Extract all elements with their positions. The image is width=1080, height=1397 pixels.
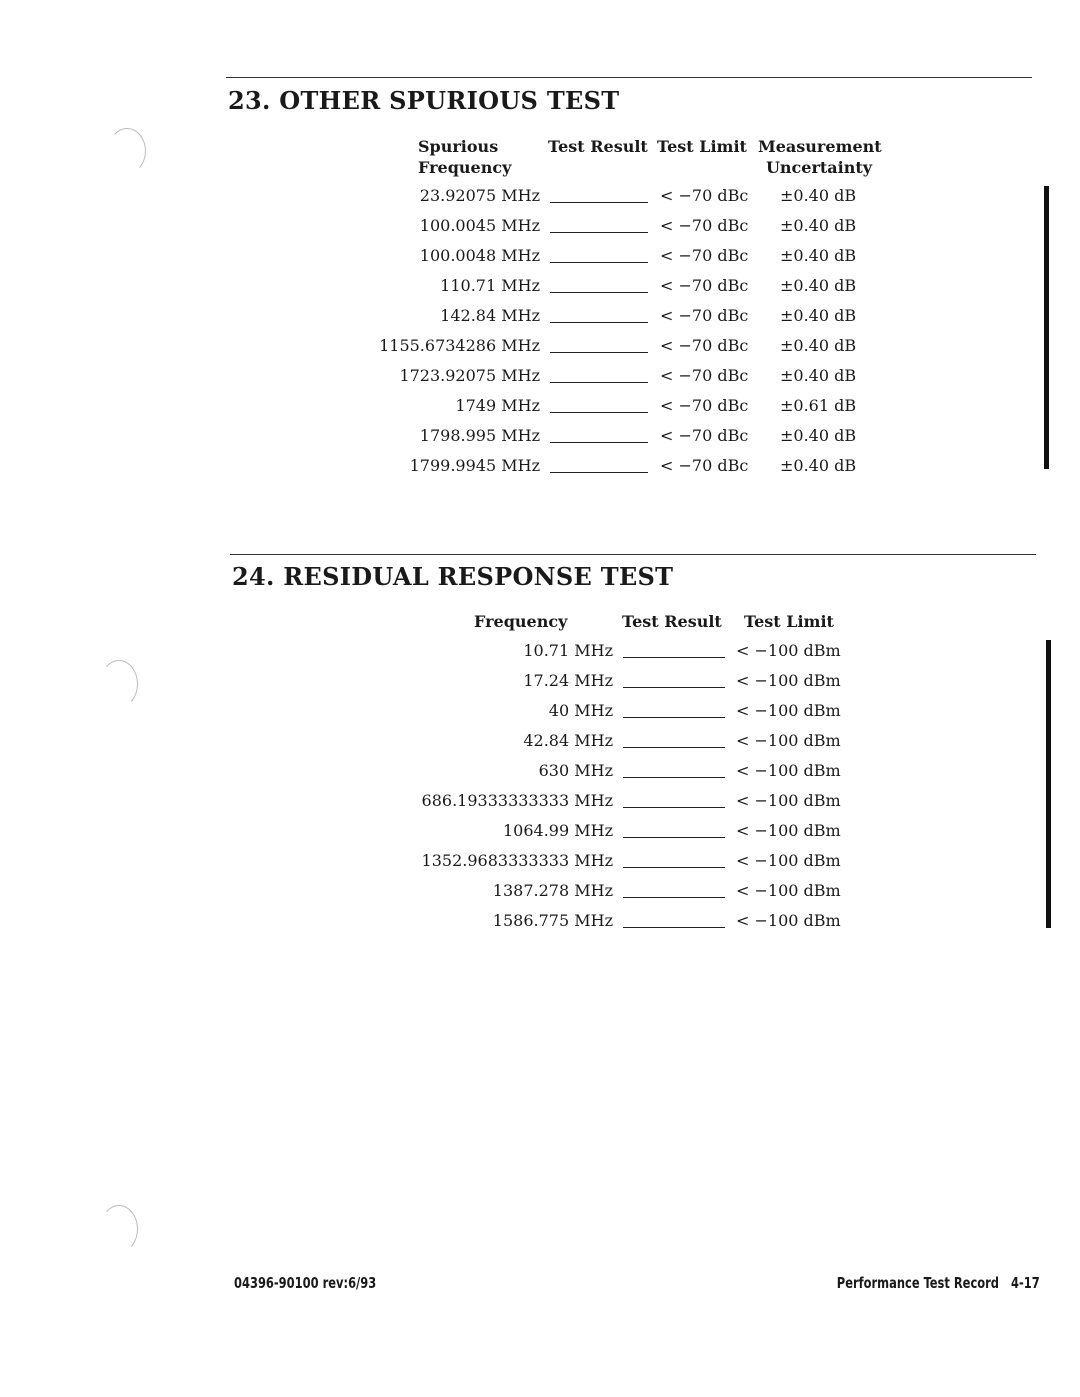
page-label [837, 1274, 1040, 1292]
test-result-blank[interactable] [623, 837, 725, 838]
test-result-blank[interactable] [623, 747, 725, 748]
frequency-value: 1723.92075 MHz [399, 366, 540, 385]
test-result-blank[interactable] [550, 472, 648, 473]
header-test-result: Test Result [622, 612, 722, 631]
test-limit-value: < −100 dBm [736, 821, 841, 840]
frequency-value: 1749 MHz [455, 396, 540, 415]
frequency-value: 1586.775 MHz [492, 911, 613, 930]
hole-punch-mark [100, 660, 138, 708]
test-result-blank[interactable] [550, 262, 648, 263]
measurement-uncertainty-value: ±0.40 dB [780, 186, 857, 205]
header-test-result: Test Result [548, 137, 648, 156]
frequency-value: 630 MHz [538, 761, 613, 780]
measurement-uncertainty-value: ±0.40 dB [780, 366, 857, 385]
test-limit-value: < −100 dBm [736, 851, 841, 870]
test-result-blank[interactable] [623, 927, 725, 928]
frequency-value: 10.71 MHz [523, 641, 613, 660]
test-limit-value: < −100 dBm [736, 641, 841, 660]
frequency-value: 23.92075 MHz [419, 186, 540, 205]
test-result-blank[interactable] [623, 657, 725, 658]
test-limit-value: < −100 dBm [736, 761, 841, 780]
test-result-blank[interactable] [623, 807, 725, 808]
frequency-value: 110.71 MHz [440, 276, 540, 295]
frequency-value: 1352.9683333333 MHz [421, 851, 613, 870]
frequency-value: 40 MHz [548, 701, 613, 720]
test-result-blank[interactable] [550, 382, 648, 383]
measurement-uncertainty-value: ±0.61 dB [780, 396, 857, 415]
test-limit-value: < −70 dBc [660, 186, 749, 205]
header-measurement-uncertainty: Measurement Uncertainty [758, 137, 882, 177]
header-test-limit: Test Limit [657, 137, 747, 156]
test-result-blank[interactable] [550, 232, 648, 233]
change-bar [1046, 640, 1051, 928]
header-spurious-frequency: Spurious Frequency [418, 137, 512, 177]
frequency-value: 17.24 MHz [523, 671, 613, 690]
frequency-value: 1798.995 MHz [419, 426, 540, 445]
frequency-value: 100.0045 MHz [419, 216, 540, 235]
header-test-limit: Test Limit [744, 612, 834, 631]
test-limit-value: < −100 dBm [736, 911, 841, 930]
frequency-value: 686.19333333333 MHz [421, 791, 613, 810]
measurement-uncertainty-value: ±0.40 dB [780, 246, 857, 265]
page-number: 4-17 [1011, 1274, 1040, 1292]
frequency-value: 142.84 MHz [440, 306, 540, 325]
test-result-blank[interactable] [550, 442, 648, 443]
frequency-value: 100.0048 MHz [419, 246, 540, 265]
test-limit-value: < −100 dBm [736, 791, 841, 810]
measurement-uncertainty-value: ±0.40 dB [780, 276, 857, 295]
test-limit-value: < −70 dBc [660, 216, 749, 235]
test-limit-value: < −70 dBc [660, 306, 749, 325]
test-limit-value: < −100 dBm [736, 881, 841, 900]
test-limit-value: < −70 dBc [660, 276, 749, 295]
measurement-uncertainty-value: ±0.40 dB [780, 456, 857, 475]
measurement-uncertainty-value: ±0.40 dB [780, 426, 857, 445]
test-result-blank[interactable] [550, 322, 648, 323]
hole-punch-mark [100, 1205, 138, 1253]
test-result-blank[interactable] [550, 352, 648, 353]
header-frequency: Frequency [474, 612, 568, 631]
frequency-value: 1387.278 MHz [492, 881, 613, 900]
test-limit-value: < −70 dBc [660, 246, 749, 265]
document-number: 04396-90100 rev:6/93 [234, 1274, 377, 1292]
test-result-blank[interactable] [623, 867, 725, 868]
frequency-value: 1064.99 MHz [502, 821, 613, 840]
section-rule [230, 554, 1036, 555]
test-result-blank[interactable] [623, 777, 725, 778]
test-result-blank[interactable] [550, 412, 648, 413]
section-rule [226, 77, 1032, 78]
test-result-blank[interactable] [623, 717, 725, 718]
hole-punch-mark [108, 128, 146, 174]
change-bar [1044, 186, 1049, 469]
frequency-value: 1155.6734286 MHz [379, 336, 540, 355]
test-result-blank[interactable] [550, 292, 648, 293]
test-limit-value: < −70 dBc [660, 456, 749, 475]
measurement-uncertainty-value: ±0.40 dB [780, 306, 857, 325]
test-result-blank[interactable] [623, 687, 725, 688]
page-label-text: Performance Test Record [837, 1274, 1000, 1292]
test-limit-value: < −100 dBm [736, 701, 841, 720]
test-limit-value: < −70 dBc [660, 336, 749, 355]
test-limit-value: < −100 dBm [736, 731, 841, 750]
section-title-spurious: 23. OTHER SPURIOUS TEST [228, 86, 620, 115]
section-title-residual: 24. RESIDUAL RESPONSE TEST [232, 562, 674, 591]
measurement-uncertainty-value: ±0.40 dB [780, 216, 857, 235]
test-limit-value: < −70 dBc [660, 366, 749, 385]
test-limit-value: < −70 dBc [660, 396, 749, 415]
frequency-value: 42.84 MHz [523, 731, 613, 750]
test-result-blank[interactable] [550, 202, 648, 203]
frequency-value: 1799.9945 MHz [409, 456, 540, 475]
test-limit-value: < −100 dBm [736, 671, 841, 690]
measurement-uncertainty-value: ±0.40 dB [780, 336, 857, 355]
test-limit-value: < −70 dBc [660, 426, 749, 445]
test-result-blank[interactable] [623, 897, 725, 898]
